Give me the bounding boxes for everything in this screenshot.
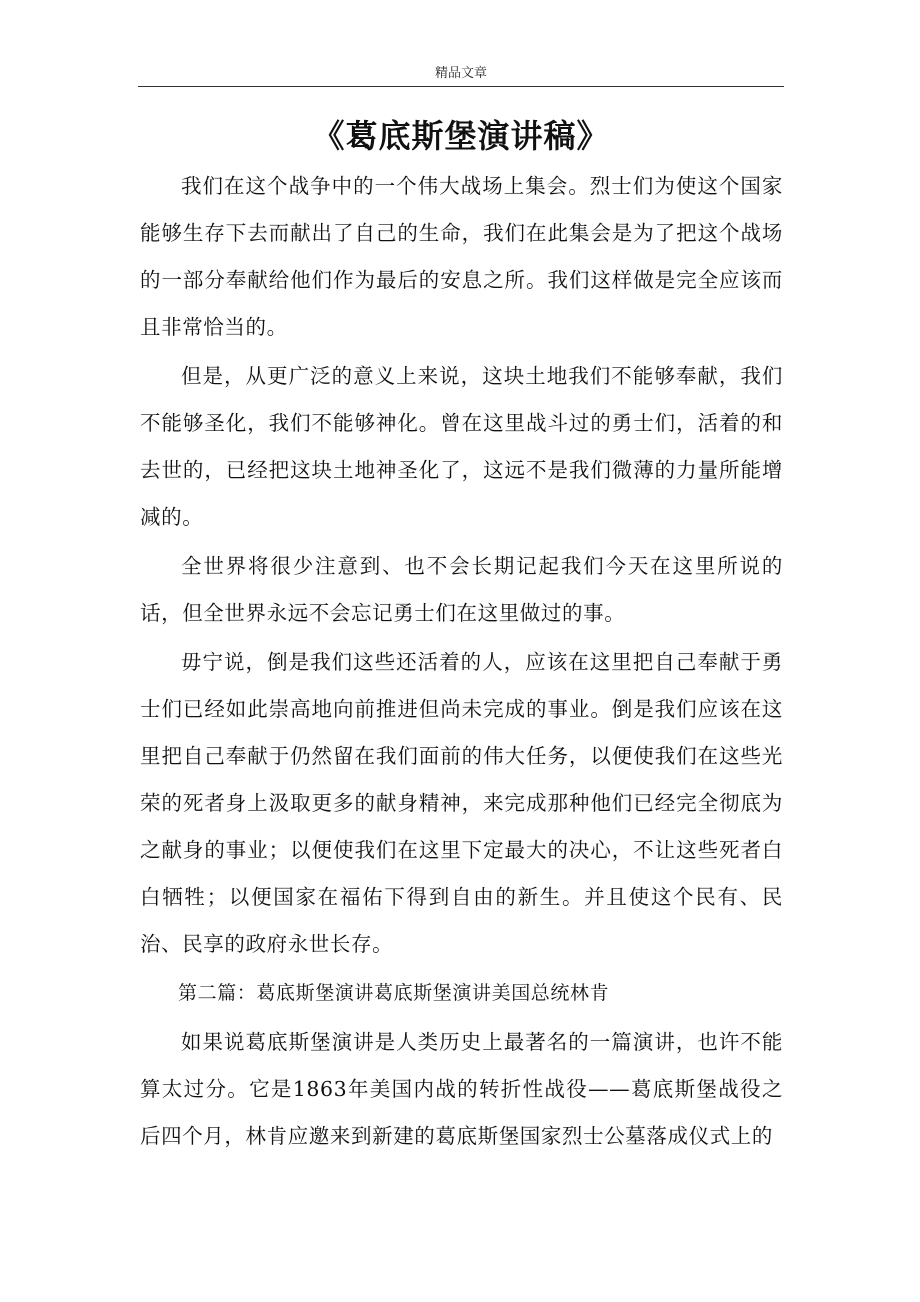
page-header	[138, 62, 784, 87]
paragraph: 但是，从更广泛的意义上来说，这块土地我们不能够奉献，我们不能够圣化，我们不能够神化。曾在这里战斗过的勇士们，活着的和去世的，已经把这块土地神圣化了，这远不是我们微薄的力量所能增减的。	[140, 364, 783, 529]
paragraph: 毋宁说，倒是我们这些还活着的人，应该在这里把自己奉献于勇士们已经如此崇高地向前推进但尚未完成的事业。倒是我们应该在这里把自己奉献于仍然留在我们面前的伟大任务，以便使我们在这些光荣的死者身上汲取更多的献身精神，来完成那种他们已经完全彻底为之献身的事业；以便使我们在这里下定最大的决心，不让这些死者白白牺牲；以便国家在福佑下得到自由的新生。并且使这个民有、民治、民享的政府永世长存。	[140, 650, 783, 956]
header-label: 精品文章	[434, 66, 487, 81]
paragraph: 我们在这个战争中的一个伟大战场上集会。烈士们为使这个国家能够生存下去而献出了自己的生命，我们在此集会是为了把这个战场的一部分奉献给他们作为最后的安息之所。我们这样做是完全应该而且非常恰当的。	[140, 174, 783, 339]
paragraph: 全世界将很少注意到、也不会长期记起我们今天在这里所说的话，但全世界永远不会忘记勇士们在这里做过的事。	[140, 554, 783, 625]
paragraph: 如果说葛底斯堡演讲是人类历史上最著名的一篇演讲，也许不能算太过分。它是1863年美国内战的转折性战役——葛底斯堡战役之后四个月，林肯应邀来到新建的葛底斯堡国家烈士公墓落成仪式上的	[140, 1030, 783, 1148]
document-body	[140, 163, 783, 1162]
document-title: 《葛底斯堡演讲稿》	[312, 117, 610, 155]
section-heading: 第二篇：葛底斯堡演讲葛底斯堡演讲美国总统林肯	[178, 982, 610, 1004]
